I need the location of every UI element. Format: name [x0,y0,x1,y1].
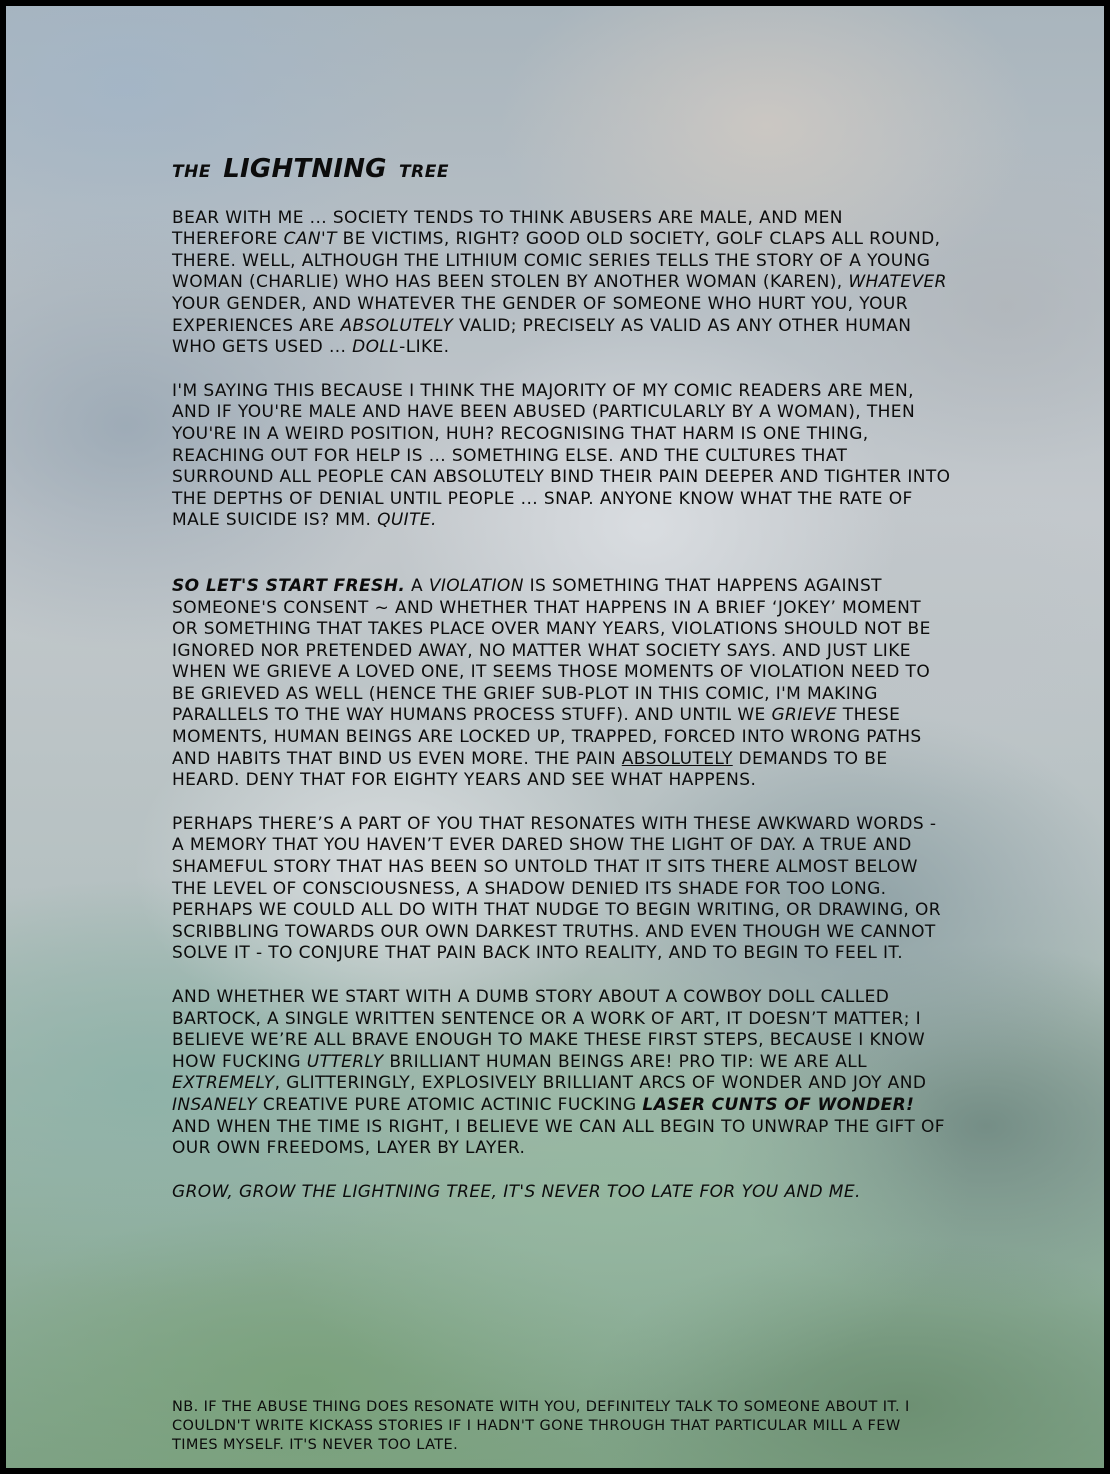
p1-emphasis-absolutely: ABSOLUTELY [340,315,454,336]
spacer [172,359,952,381]
p1-emphasis-doll: DOLL [352,337,400,358]
p3-text-h: DEMANDS TO BE HEARD. DENY THAT FOR EIGHTY YEARS AND SEE WHAT HAPPENS. [172,748,888,791]
p1-text-e: YOUR GENDER, AND WHATEVER THE GENDER OF SOMEONE WHO HURT YOU, YOUR EXPERIENCES ARE [172,293,908,336]
p1-text-a: BEAR WITH ME ... SOCIETY TENDS TO THINK ABUSERS ARE MALE, AND MEN THEREFORE [172,207,843,250]
p3-emphasis-grieve: GRIEVE [771,705,837,726]
p4-text-a: PERHAPS THERE’S A PART OF YOU THAT RESONATES WITH THESE AWKWARD WORDS - A MEMORY THAT YOU HAVEN’T EVER DARED SHOW THE LIGHT OF DAY. A TRUE AND SHAMEFUL STORY THAT HAS BEEN SO UNTOLD THAT IT SITS THERE ALMOST BELOW THE LEVEL OF CONSCIOUSNESS, A SHADOW DENIED ITS SHADE FOR TOO LONG. PERHAPS WE COULD ALL DO WITH THAT NUDGE TO BEGIN WRITING, OR DRAWING, OR SCRIBBLING TOWARDS OUR OWN DARKEST TRUTHS. AND EVEN THOUGH WE CANNOT SOLVE IT - TO CONJURE THAT PAIN BACK INTO REALITY, AND TO BEGIN TO FEEL IT. [172,813,941,964]
p1-text-i: -LIKE. [399,337,450,358]
p1-text-c: BE VICTIMS, RIGHT? GOOD OLD SOCIETY, GOLF CLAPS ALL ROUND, THERE. WELL, ALTHOUGH THE LITHIUM COMIC SERIES TELLS THE STORY OF A YOUNG WOMAN (CHARLIE) WHO HAS BEEN STOLEN BY ANOTHER WOMAN (KAREN), [172,229,941,293]
p2-emphasis-quite: QUITE. [377,510,437,531]
p1-emphasis-cant: CAN'T [283,229,337,250]
p2-text-a: I'M SAYING THIS BECAUSE I THINK THE MAJORITY OF MY COMIC READERS ARE MEN, AND IF YOU'RE MALE AND HAVE BEEN ABUSED (PARTICULARLY BY A WOMAN), THEN YOU'RE IN A WEIRD POSITION, HUH? RECOGNISING THAT HARM IS ONE THING, REACHING OUT FOR HELP IS ... SOMETHING ELSE. AND THE CULTURES THAT SURROUND ALL PEOPLE CAN ABSOLUTELY BIND THEIR PAIN DEEPER AND TIGHTER INTO THE DEPTHS OF DENIAL UNTIL PEOPLE ... SNAP. ANYONE KNOW WHAT THE RATE OF MALE SUICIDE IS? MM. [172,380,951,531]
paragraph-2 [172,381,952,532]
p6-text-a: GROW, GROW THE LIGHTNING TREE, IT'S NEVER TOO LATE FOR YOU AND ME. [172,1181,861,1202]
spacer [172,792,952,814]
p1-emphasis-whatever: WHATEVER [848,272,947,293]
p3-underline-absolutely: ABSOLUTELY [621,748,733,769]
p1-text-g: VALID; PRECISELY AS VALID AS ANY OTHER HUMAN WHO GETS USED ... [172,315,912,358]
p3-text-f: THESE MOMENTS, HUMAN BEINGS ARE LOCKED UP, TRAPPED, FORCED INTO WRONG PATHS AND HABITS THAT BIND US EVEN MORE. THE PAIN [172,705,922,769]
p3-emphasis-violation: VIOLATION [428,575,524,596]
title-lightning: LIGHTNING [223,154,387,184]
spacer [172,1160,952,1182]
p5-emphasis-laser: LASER CUNTS OF WONDER! [642,1094,915,1115]
footnote [172,1398,932,1455]
spacer [172,965,952,987]
p5-text-a: AND WHETHER WE START WITH A DUMB STORY ABOUT A COWBOY DOLL CALLED BARTOCK, A SINGLE WRITTEN SENTENCE OR A WORK OF ART, IT DOESN’T MATTER; I BELIEVE WE’RE ALL BRAVE ENOUGH TO MAKE THESE FIRST STEPS, BECAUSE I KNOW HOW FUCKING [172,987,926,1072]
paragraph-3 [172,576,952,792]
page-background [6,6,1104,1468]
p5-emphasis-extremely: EXTREMELY [172,1073,275,1094]
p5-text-i: AND WHEN THE TIME IS RIGHT, I BELIEVE WE CAN ALL BEGIN TO UNWRAP THE GIFT OF OUR OWN FREEDOMS, LAYER BY LAYER. [172,1116,945,1159]
p5-text-g: CREATIVE PURE ATOMIC ACTINIC FUCKING [257,1094,643,1115]
title-tree: TREE [399,162,449,182]
p5-text-c: BRILLIANT HUMAN BEINGS ARE! PRO TIP: WE ARE ALL [383,1051,868,1072]
p5-emphasis-insanely: INSANELY [172,1094,258,1115]
article [172,156,952,1203]
closing-line [172,1182,952,1204]
paragraph-5 [172,987,952,1160]
p5-emphasis-utterly: UTTERLY [306,1051,384,1072]
p3-text-b: A [405,575,429,596]
spacer [172,532,952,576]
footnote-text: NB. IF THE ABUSE THING DOES RESONATE WITH YOU, DEFINITELY TALK TO SOMEONE ABOUT IT. I COULDN'T WRITE KICKASS STORIES IF I HADN'T GONE THROUGH THAT PARTICULAR MILL A FEW TIMES MYSELF. IT'S NEVER TOO LATE. [172,1398,910,1453]
p5-text-e: , GLITTERINGLY, EXPLOSIVELY BRILLIANT ARCS OF WONDER AND JOY AND [274,1073,927,1094]
p3-text-d: IS SOMETHING THAT HAPPENS AGAINST SOMEONE'S CONSENT ~ AND WHETHER THAT HAPPENS IN A BRIEF ‘JOKEY’ MOMENT OR SOMETHING THAT TAKES PLACE OVER MANY YEARS, VIOLATIONS SHOULD NOT BE IGNORED NOR PRETENDED AWAY, NO MATTER WHAT SOCIETY SAYS. AND JUST LIKE WHEN WE GRIEVE A LOVED ONE, IT SEEMS THOSE MOMENTS OF VIOLATION NEED TO BE GRIEVED AS WELL (HENCE THE GRIEF SUB-PLOT IN THIS COMIC, I'M MAKING PARALLELS TO THE WAY HUMANS PROCESS STUFF). AND UNTIL WE [172,575,931,726]
title-the: THE [172,162,211,182]
p3-lead-in: SO LET'S START FRESH. [172,575,406,596]
paragraph-4 [172,814,952,965]
article-title [172,156,952,184]
paragraph-1 [172,208,952,359]
